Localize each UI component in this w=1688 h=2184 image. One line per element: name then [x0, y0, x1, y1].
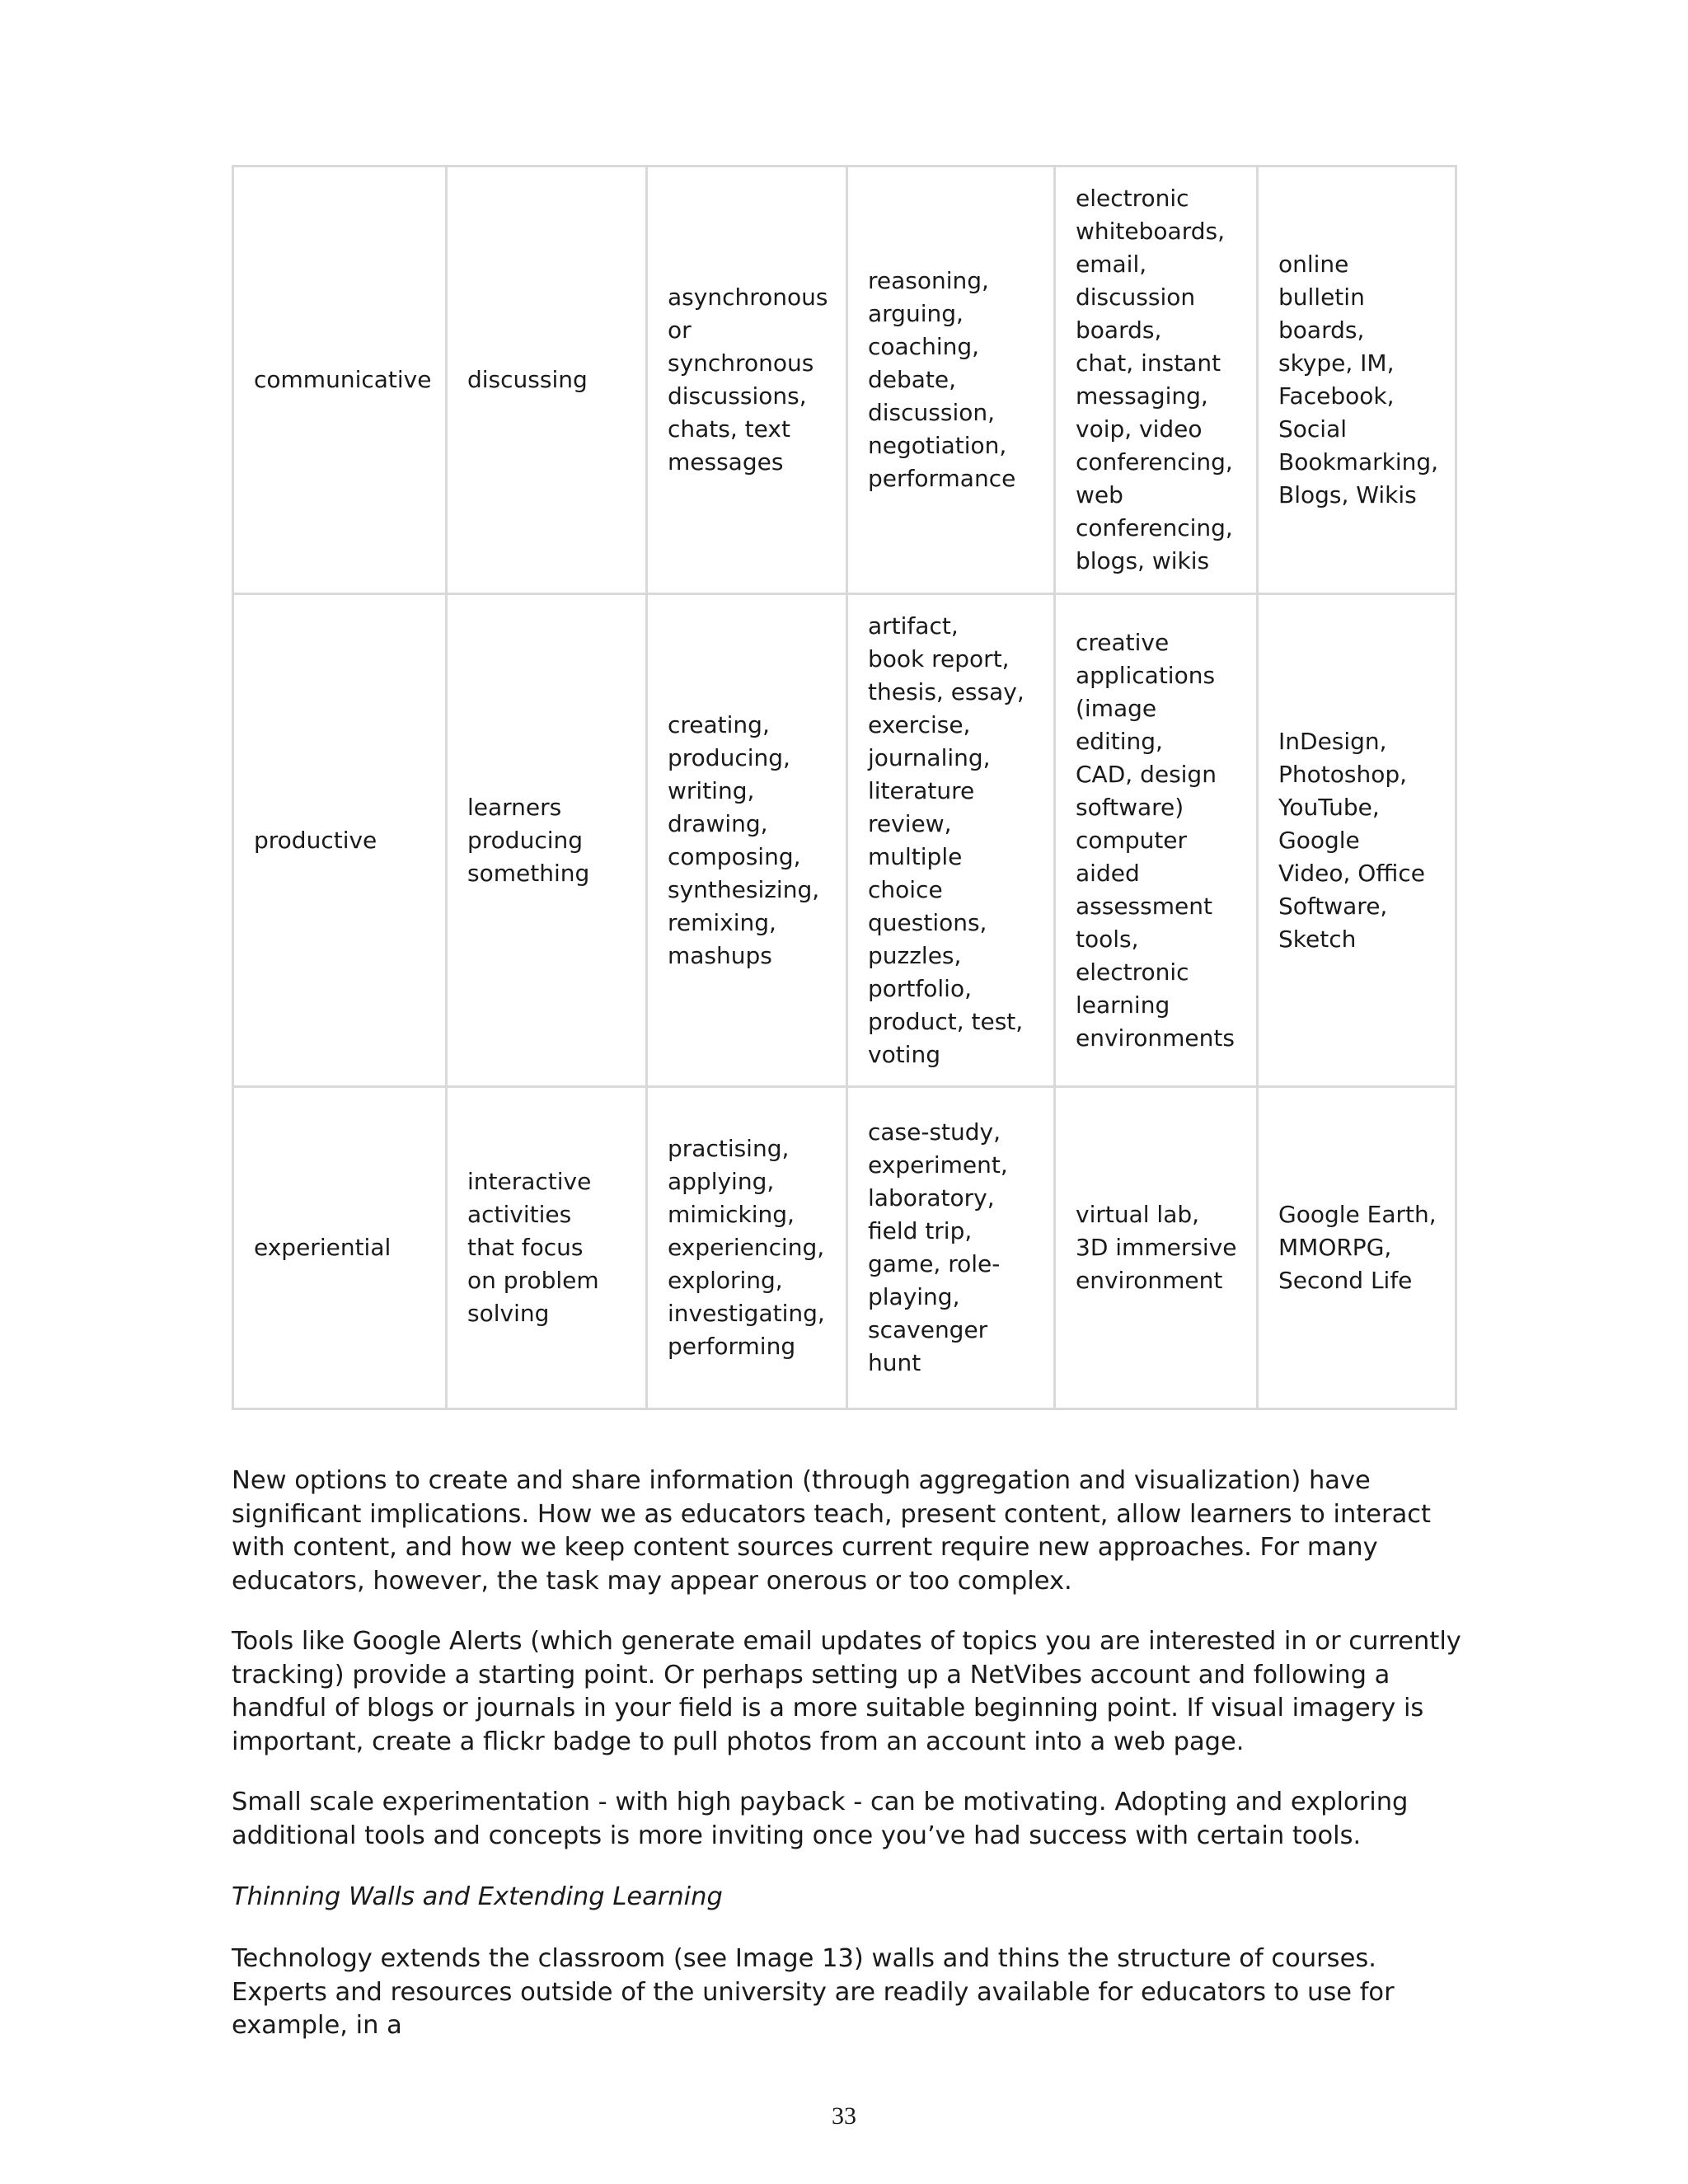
table-cell-activity-types: creating, producing, writing, drawing, composing, synthesizing, remixing, mashups	[647, 594, 847, 1087]
table-cell-media-type: productive	[233, 594, 447, 1087]
page-number: 33	[832, 2102, 856, 2130]
body-paragraph: Small scale experimentation - with high payback - can be motivating. Adopting and exploring additional tools and concepts is more inviting once you’ve had success with certain tools.	[232, 1788, 1409, 1850]
table-cell-outputs: case-study, experiment, laboratory, field trip, game, role- playing, scavenger hunt	[847, 1087, 1055, 1409]
table-row	[233, 166, 1456, 594]
table-cell-tools: InDesign, Photoshop, YouTube, Google Video, Office Software, Sketch	[1258, 594, 1456, 1087]
table-cell-tools: online bulletin boards, skype, IM, Facebook, Social Bookmarking, Blogs, Wikis	[1258, 166, 1456, 594]
table-cell-activity-types: asynchronous or synchronous discussions, chats, text messages	[647, 166, 847, 594]
table-cell-tools: Google Earth, MMORPG, Second Life	[1258, 1087, 1456, 1409]
table-row	[233, 594, 1456, 1087]
table-cell-media-type: communicative	[233, 166, 447, 594]
table-cell-media-type: experiential	[233, 1087, 447, 1409]
table-cell-learning-activity: discussing	[447, 166, 647, 594]
table-cell-technologies: creative applications (image editing, CAD, design software) computer aided assessment tools, electronic learning environments	[1055, 594, 1258, 1087]
table-cell-activity-types: practising, applying, mimicking, experiencing, exploring, investigating, performing	[647, 1087, 847, 1409]
table-cell-learning-activity: learners producing something	[447, 594, 647, 1087]
table-cell-outputs: reasoning, arguing, coaching, debate, discussion, negotiation, performance	[847, 166, 1055, 594]
table-cell-outputs: artifact, book report, thesis, essay, exercise, journaling, literature review, multiple choice questions, puzzles, portfolio, product, test, voting	[847, 594, 1055, 1087]
table-cell-technologies: virtual lab, 3D immersive environment	[1055, 1087, 1258, 1409]
section-heading: Thinning Walls and Extending Learning	[232, 1882, 723, 1911]
media-types-table	[232, 165, 1457, 1410]
body-paragraph: New options to create and share information (through aggregation and visualization) have significant implications. How we as educators teach, present content, allow learners to interact with content, and how we keep content sources current require new approaches. For many educators, however, the task may appear onerous or too complex.	[232, 1466, 1432, 1596]
body-paragraph: Technology extends the classroom (see Image 13) walls and thins the structure of courses. Experts and resources outside of the university are readily available for educators to use for example, in a	[232, 1944, 1395, 2040]
table-cell-technologies: electronic whiteboards, email, discussion boards, chat, instant messaging, voip, video conferencing, web conferencing, blogs, wikis	[1055, 166, 1258, 594]
table-row	[233, 1087, 1456, 1409]
body-paragraph: Tools like Google Alerts (which generate email updates of topics you are interested in or currently tracking) provide a starting point. Or perhaps setting up a NetVibes account and following a handful of blogs or journals in your field is a more suitable beginning point. If visual imagery is important, create a flickr badge to pull photos from an account into a web page.	[232, 1627, 1461, 1756]
table-cell-learning-activity: interactive activities that focus on problem solving	[447, 1087, 647, 1409]
